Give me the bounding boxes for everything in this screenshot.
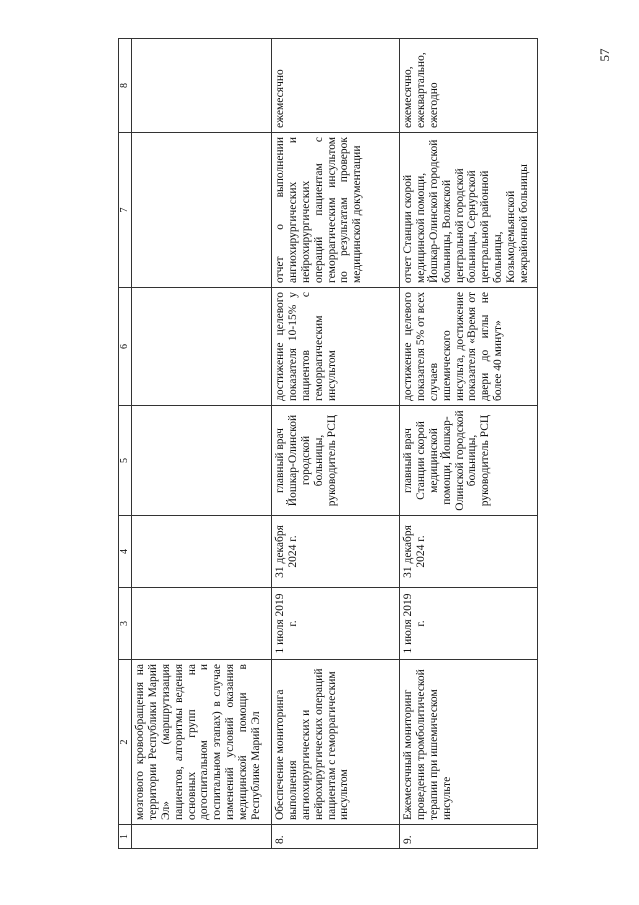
column-header: 2 xyxy=(119,660,132,825)
table-header-row xyxy=(119,39,132,849)
column-header: 7 xyxy=(119,133,132,288)
column-header: 1 xyxy=(119,825,132,849)
table-row xyxy=(272,39,400,849)
start-date-cell: 1 июля 2019 г. xyxy=(400,588,538,660)
column-header: 3 xyxy=(119,588,132,660)
end-date-cell: 31 декабря 2024 г. xyxy=(400,516,538,588)
table-row xyxy=(132,39,272,849)
column-header: 4 xyxy=(119,516,132,588)
page-number: 57 xyxy=(597,48,612,62)
column-header: 6 xyxy=(119,288,132,406)
row-number: 8. xyxy=(272,825,400,849)
result-cell xyxy=(132,288,272,406)
result-cell: достижение целевого показателя 5% от всех случаев ишемического инсульта, достижение показателя «Время от двери до иглы не более 40 минут» xyxy=(400,288,538,406)
control-cell: отчет о выполнении ангиохирургических и нейрохирургических операций пациентам с геморрагическим инсультом по результатам проверок медицинской документации xyxy=(272,133,400,288)
responsible-cell: главный врач Станции скорой медицинской помощи, Йошкар-Олинской городской больницы, руководитель РСЦ xyxy=(400,406,538,516)
end-date-cell xyxy=(132,516,272,588)
activity-cell: мозгового кровообращения на территории Республики Марий Эл» (маршрутизация пациентов, алгоритмы ведения основных групп на догоспитальном и госпитальном этапах) в случае изменений условий оказания медицинской помощи в Республике Марий Эл xyxy=(132,660,272,825)
result-cell: достижение целевого показателя 10-15% у пациентов с геморрагическим инсультом xyxy=(272,288,400,406)
end-date-cell: 31 декабря 2024 г. xyxy=(272,516,400,588)
activities-table xyxy=(118,39,538,849)
start-date-cell xyxy=(132,588,272,660)
responsible-cell: главный врач Йошкар-Олинской городской больницы, руководитель РСЦ xyxy=(272,406,400,516)
column-header: 5 xyxy=(119,406,132,516)
activity-cell: Ежемесячный мониторинг проведения тромболитической терапии при ишемическом инсульте xyxy=(400,660,538,825)
frequency-cell xyxy=(132,39,272,133)
activity-cell: Обеспечение мониторинга выполнения ангиохирургических и нейрохирургических операций пациентам с геморрагическим инсультом xyxy=(272,660,400,825)
control-cell: отчет Станции скорой медицинской помощи, Йошкар-Олинской городской больницы, Волжской центральной городской больницы, Сернурской центральной районной больницы, Козьмодемьянской межрайонной больницы xyxy=(400,133,538,288)
responsible-cell xyxy=(132,406,272,516)
control-cell xyxy=(132,133,272,288)
frequency-cell: ежемесячно, ежеквартально, ежегодно xyxy=(400,39,538,133)
frequency-cell: ежемесячно xyxy=(272,39,400,133)
row-number: 9. xyxy=(400,825,538,849)
column-header: 8 xyxy=(119,39,132,133)
table-row xyxy=(400,39,538,849)
row-number xyxy=(132,825,272,849)
start-date-cell: 1 июля 2019 г. xyxy=(272,588,400,660)
